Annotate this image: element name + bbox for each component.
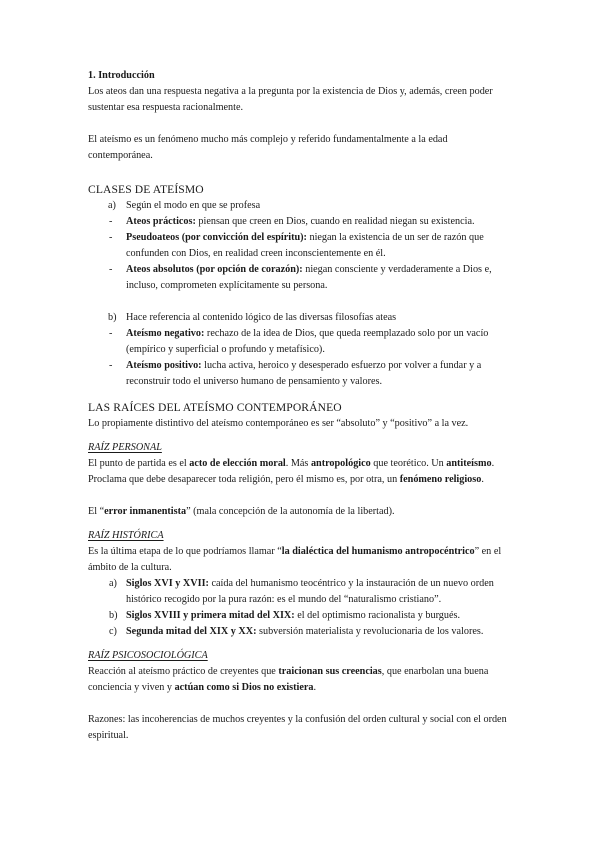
list-item bbox=[88, 326, 514, 358]
clases-heading: CLASES DE ATEÍSMO bbox=[88, 183, 204, 196]
dash-marker: - bbox=[109, 232, 113, 243]
text: Reacción al ateísmo práctico de creyentes que bbox=[88, 666, 279, 677]
historica-heading: RAÍZ HISTÓRICA bbox=[88, 530, 164, 541]
list-marker: b) bbox=[108, 312, 117, 323]
text: ” en el ámbito de la cultura. bbox=[88, 546, 502, 573]
text: ” (mala concepción de la autonomía de la libertad). bbox=[186, 506, 395, 517]
emphasis: actúan como si Dios no existiera bbox=[174, 682, 314, 693]
clases-item-b-text: Hace referencia al contenido lógico de las diversas filosofías ateas bbox=[126, 312, 397, 323]
definition: piensan que creen en Dios, cuando en realidad niegan su existencia. bbox=[195, 216, 475, 227]
psico-heading: RAÍZ PSICOSOCIOLÓGICA bbox=[88, 650, 208, 661]
term: Ateísmo positivo: bbox=[126, 360, 202, 371]
list-item bbox=[88, 214, 514, 230]
definition: niegan la existencia de un ser de razón que confunden con Dios, en realidad creen inconscientemente en él. bbox=[126, 232, 484, 259]
list-marker: c) bbox=[109, 626, 117, 637]
text: que teorético. Un bbox=[370, 458, 447, 469]
dash-marker: - bbox=[109, 360, 113, 371]
dash-marker: - bbox=[109, 328, 113, 339]
text: Es la última etapa de lo que podríamos llamar “ bbox=[88, 546, 282, 557]
dash-marker: - bbox=[109, 264, 113, 275]
list-marker: b) bbox=[109, 610, 118, 621]
definition: niegan consciente y verdaderamente a Dios e, incluso, comprometen explícitamente su persona. bbox=[126, 264, 492, 291]
term: Ateos prácticos: bbox=[126, 216, 196, 227]
list-item bbox=[88, 576, 514, 608]
personal-paragraph bbox=[88, 456, 514, 488]
text: . bbox=[481, 474, 484, 485]
emphasis: error inmanentista bbox=[104, 506, 187, 517]
emphasis: fenómeno religioso bbox=[399, 474, 482, 485]
text: El punto de partida es el bbox=[88, 458, 190, 469]
term: Siglos XVIII y primera mitad del XIX: bbox=[126, 610, 295, 621]
definition: rechazo de la idea de Dios, que queda reemplazado solo por un vacío (empírico y superficial o profundo y metafísico). bbox=[126, 328, 489, 355]
definition: caída del humanismo teocéntrico y la instauración de un nuevo orden histórico recogido por la pura razón: es el mundo del “naturalismo cristiano”. bbox=[126, 578, 494, 605]
term: Ateísmo negativo: bbox=[126, 328, 205, 339]
intro-heading: 1. Introducción bbox=[88, 70, 155, 81]
psico-paragraph bbox=[88, 664, 514, 696]
text: El “ bbox=[88, 506, 105, 517]
list-item bbox=[88, 358, 514, 390]
term: Segunda mitad del XIX y XX: bbox=[126, 626, 257, 637]
term: Siglos XVI y XVII: bbox=[126, 578, 209, 589]
razones-paragraph: Razones: las incoherencias de muchos creyentes y la confusión del orden cultural y social con el orden espiritual. bbox=[88, 714, 507, 741]
historica-paragraph bbox=[88, 544, 514, 576]
emphasis: traicionan sus creencias bbox=[278, 666, 382, 677]
text: , que enarbolan una buena conciencia y viven y bbox=[88, 666, 489, 693]
raices-intro: Lo propiamente distintivo del ateísmo contemporáneo es ser “absoluto” y “positivo” a la vez. bbox=[88, 418, 469, 429]
text: . bbox=[313, 682, 317, 693]
emphasis: acto de elección moral bbox=[189, 458, 286, 469]
term: Ateos absolutos (por opción de corazón): bbox=[126, 264, 303, 275]
list-item bbox=[88, 624, 514, 640]
text: . Más bbox=[285, 458, 311, 469]
dash-marker: - bbox=[109, 216, 113, 227]
intro-paragraph-2: El ateísmo es un fenómeno mucho más complejo y referido fundamentalmente a la edad contemporánea. bbox=[88, 134, 448, 161]
list-marker: a) bbox=[108, 200, 116, 211]
list-item bbox=[88, 608, 514, 624]
definition: subversión materialista y revolucionaria de los valores. bbox=[256, 626, 484, 637]
list-marker: a) bbox=[109, 578, 117, 589]
list-item bbox=[88, 230, 514, 262]
document-page bbox=[88, 68, 514, 744]
definition: lucha activa, heroico y desesperado esfuerzo por volver a fundar y a reconstruir todo el universo humano de pensamiento y valores. bbox=[126, 360, 482, 387]
emphasis: antiteísmo bbox=[446, 458, 492, 469]
raices-heading: LAS RAÍCES DEL ATEÍSMO CONTEMPORÁNEO bbox=[88, 401, 342, 414]
personal-heading: RAÍZ PERSONAL bbox=[88, 442, 162, 453]
emphasis: antropológico bbox=[310, 458, 371, 469]
text: . Proclama que debe desaparecer toda religión, pero él mismo es, por otra, un bbox=[88, 458, 495, 485]
term: Pseudoateos (por convicción del espíritu): bbox=[126, 232, 307, 243]
clases-item-b bbox=[88, 310, 514, 326]
emphasis: la dialéctica del humanismo antropocéntrico bbox=[281, 546, 475, 557]
intro-paragraph-1: Los ateos dan una respuesta negativa a la pregunta por la existencia de Dios y, además, creen poder sustentar esa respuesta racionalmente. bbox=[88, 86, 493, 113]
clases-item-a bbox=[88, 198, 514, 214]
list-item bbox=[88, 262, 514, 294]
definition: el del optimismo racionalista y burgués. bbox=[294, 610, 460, 621]
error-paragraph bbox=[88, 504, 514, 520]
clases-item-a-text: Según el modo en que se profesa bbox=[126, 200, 261, 211]
